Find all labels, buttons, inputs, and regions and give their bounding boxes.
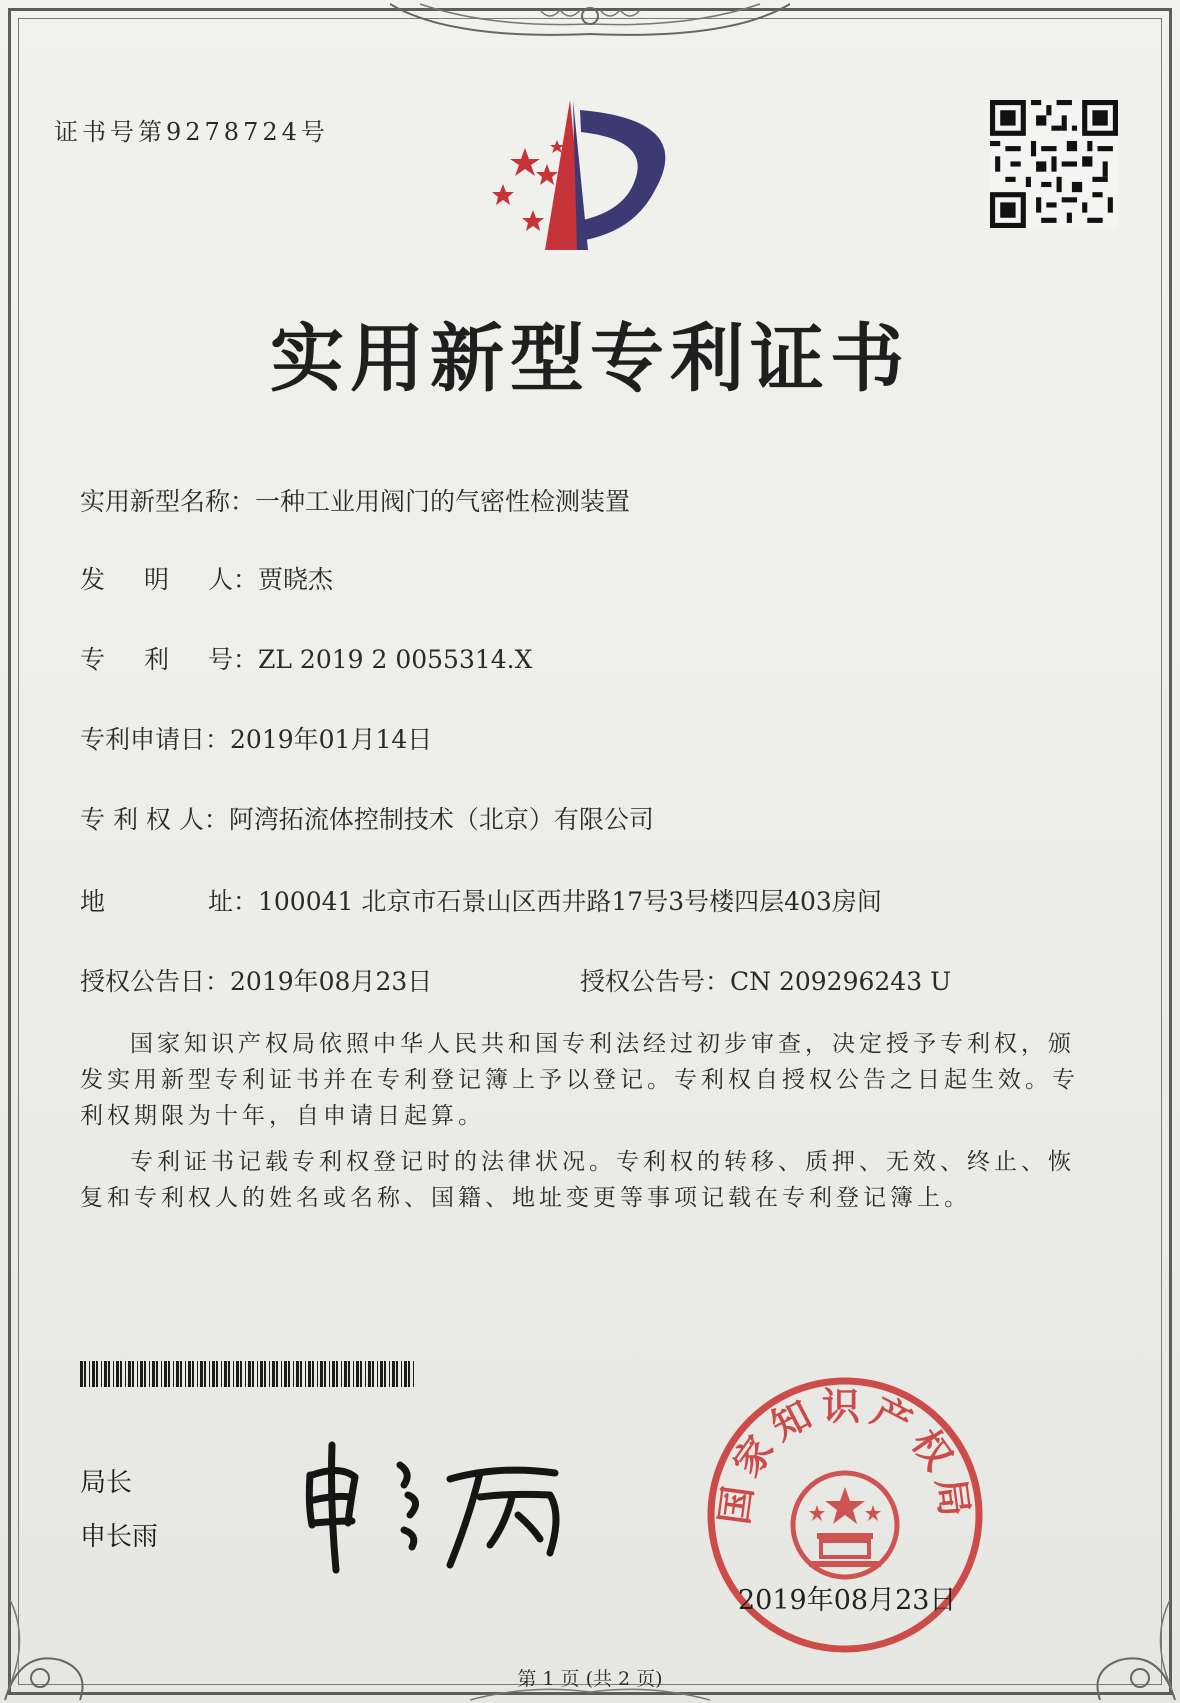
patent-number-row — [80, 640, 532, 676]
grant-date-label: 授权公告日： — [80, 967, 231, 996]
national-emblem — [793, 1473, 897, 1577]
body-paragraph-2: 专利证书记载专利权登记时的法律状况。专利权的转移、质押、无效、终止、恢复和专利权人的姓名或名称、国籍、地址变更等事项记载在专利登记簿上。 — [80, 1149, 1075, 1211]
certificate-number: 证书号第9278724号 — [54, 118, 329, 146]
grant-number-row — [580, 962, 951, 998]
grant-date-row — [80, 962, 432, 998]
patent-office-logo — [485, 100, 695, 270]
grant-number-label: 授权公告号： — [580, 967, 731, 996]
barcode — [80, 1361, 420, 1387]
director-name: 申长雨 — [80, 1522, 159, 1552]
filing-date-value: 2019年01月14日 — [230, 725, 433, 754]
patent-number-value: ZL 2019 2 0055314.X — [258, 645, 533, 674]
qr-code — [990, 100, 1118, 228]
utility-model-name-row — [80, 482, 630, 518]
logo-star — [492, 184, 514, 205]
address-row — [80, 882, 882, 918]
body-paragraph-1: 国家知识产权局依照中华人民共和国专利法经过初步审查，决定授予专利权，颁发实用新型专利证书并在专利登记簿上予以登记。专利权自授权公告之日起生效。专利权期限为十年，自申请日起算。 — [80, 1031, 1079, 1129]
logo-star — [536, 164, 558, 185]
address-label: 地 址： — [80, 887, 258, 916]
filing-date-label: 专利申请日： — [80, 725, 231, 754]
seal-date: 2019年08月23日 — [738, 1585, 957, 1616]
patentee-row — [80, 800, 654, 836]
patentee-label: 专 利 权 人： — [80, 805, 229, 834]
inventor-value: 贾晓杰 — [258, 565, 334, 594]
logo-star — [522, 210, 544, 231]
grant-number-value: CN 209296243 U — [730, 967, 952, 996]
patent-number-label: 专 利 号： — [80, 645, 258, 674]
inventor-row — [80, 560, 333, 596]
page-indicator: 第 1 页 (共 2 页) — [517, 1668, 663, 1690]
address-value: 100041 北京市石景山区西井路17号3号楼四层403房间 — [258, 887, 882, 916]
director-title: 局长 — [80, 1468, 133, 1498]
logo-star — [510, 148, 540, 176]
top-ornament — [390, 0, 790, 42]
patentee-value: 阿湾拓流体控制技术（北京）有限公司 — [228, 805, 654, 834]
seal-text: 国家知识产权局 — [712, 1384, 978, 1527]
certificate-title: 实用新型专利证书 — [270, 316, 910, 402]
director-signature — [300, 1435, 600, 1575]
grant-date-value: 2019年08月23日 — [230, 967, 433, 996]
filing-date-row — [80, 720, 432, 756]
utility-model-name-value: 一种工业用阀门的气密性检测装置 — [255, 487, 631, 516]
utility-model-name-label: 实用新型名称： — [80, 487, 256, 516]
inventor-label: 发 明 人： — [80, 565, 258, 594]
